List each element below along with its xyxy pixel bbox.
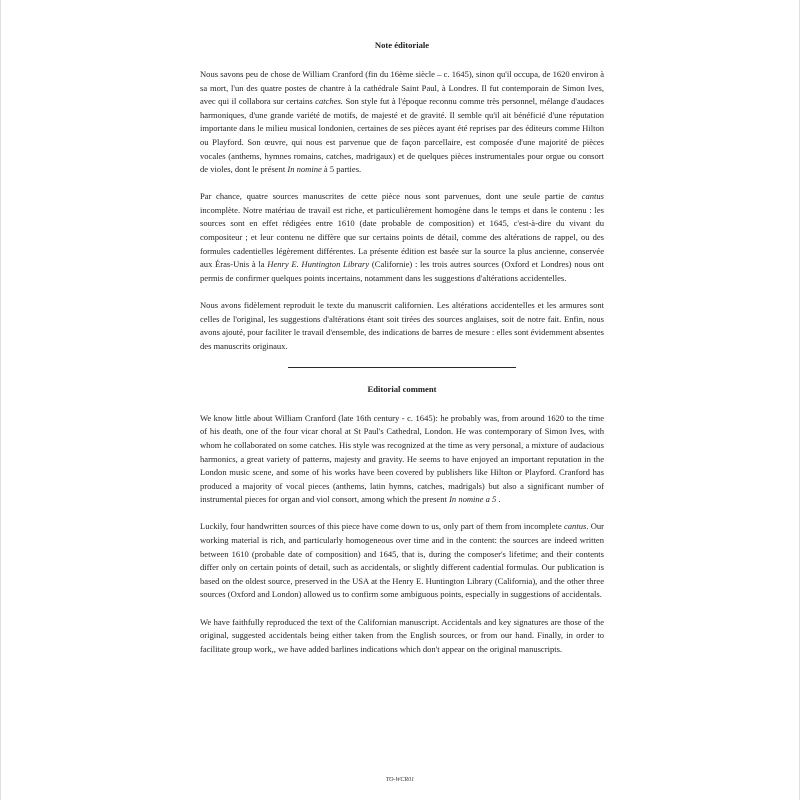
english-section-title: Editorial comment [367,383,437,394]
english-paragraph-1: We know little about William Cranford (late 16th century - c. 1645): he probably was, from around 1620 to the time of his death, one of the four vicar choral at St Paul's Cathedral, London. He was contemporary of Simon Ives, with whom he collaborated on some catches. His style was recognized at the time as very personal, a mixture of audacious harmonics, a great variety of patterns, majesty and gravity. He seems to have enjoyed an important reputation in the London music scene, and some of his works have been covered by publishers like Hilton or Playford. Cranford has produced a majority of vocal pieces (anthems, latin hymns, catches, madrigals) but also a significant number of instrumental pieces for organ and viol consort, among which the present In nomine a 5 . [200,412,604,505]
english-paragraph-3: We have faithfully reproduced the text of the Californian manuscript. Accidentals and key signatures are those of the original, suggested accidentals being either taken from the English sources, or from our hand. Finally, in order to facilitate group work,, we have added barlines indications which don't appear on the original manuscripts. [200,616,604,654]
french-section-title: Note éditoriale [374,40,430,50]
french-paragraph-3: Nous avons fidèlement reproduit le texte du manuscrit californien. Les altérations accidentelles et les armures sont celles de l'original, les suggestions d'altérations étant soit tirées des sources anglaises, soit de notre fait. Enfin, nous avons ajouté, pour faciliter le travail d'ensemble, des indications de barres de mesure : elles sont évidemment absentes des manuscrits originaux. [200,299,604,351]
page-edge-left [0,0,1,800]
page-content [200,40,604,670]
catalog-code: TO-WCR01 [385,777,415,783]
section-divider [288,367,516,368]
english-paragraph-2: Luckily, four handwritten sources of this piece have come down to us, only part of them from incomplete cantus. Our working material is rich, and particularly homogeneous over time and in the content: the sources are indeed written between 1610 (probable date of composition) and 1645, that is, during the composer's lifetime; and their contents differ only on certain points of detail, such as accidentals, or slightly different cadential formulas. Our publication is based on the oldest source, preserved in the USA at the Henry E. Huntington Library (California), and the other three sources (Oxford and London) allowed us to confirm some ambiguous points, especially in suggestions of accidentals. [200,521,604,600]
french-paragraph-2: Par chance, quatre sources manuscrites de cette pièce nous sont parvenues, dont une seule partie de cantus incomplète. Notre matériau de travail est riche, et particulièrement homogène dans le temps et dans le contenu : les sources sont en effet rédigées entre 1610 (date probable de composition) et 1645, c'est-à-dire du vivant du compositeur ; et leur contenu ne diffère que sur certains points de détail, comme des altérations de rappel, ou des formules cadentielles légèrement différentes. La présente édition est basée sur la source la plus ancienne, conservée aux Éras-Unis à la Henry E. Huntington Library (Californie) : les trois autres sources (Oxford et Londres) nous ont permis de confirmer quelques points incertains, notamment dans les suggestions d'altérations accidentelles. [200,191,604,283]
french-paragraph-1: Nous savons peu de chose de William Cranford (fin du 16ème siècle – c. 1645), sinon qu'il occupa, de 1620 environ à sa mort, l'un des quatre postes de chantre à la cathédrale Saint Paul, à Londres. Il fut contemporain de Simon Ives, avec qui il collabora sur certains catches. Son style fut à l'époque reconnu comme très personnel, mélange d'audaces harmoniques, d'une grande variété de motifs, de majesté et de gravité. Il semble qu'il ait bénéficié d'une réputation importante dans le milieu musical londonien, certaines de ses pièces ayant été reprises par des éditeurs comme Hilton ou Playford. Son œuvre, qui nous est parvenue que de façon parcellaire, est composée d'une majorité de pièces vocales (anthems, hymnes romains, catches, madrigaux) et de quelques pièces instrumentales pour orgue ou consort de violes, dont le présent In nomine à 5 parties. [200,69,604,175]
